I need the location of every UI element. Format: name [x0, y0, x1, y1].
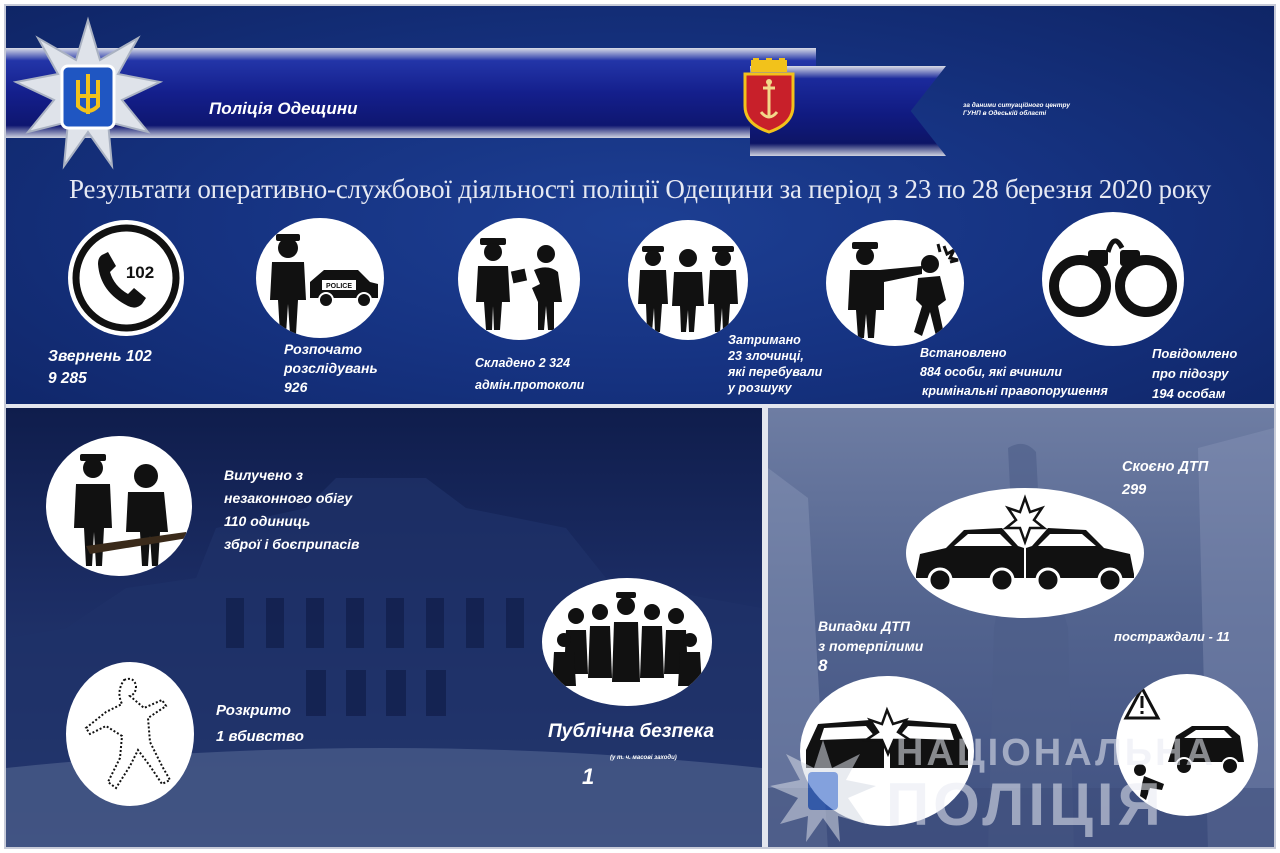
watermark-star-icon [768, 736, 878, 846]
stat-investigations: Розпочато розслідувань 926 [284, 341, 378, 395]
brand-title: Поліція Одещини [209, 99, 358, 118]
weapons-seizure-icon [46, 436, 192, 576]
stat-detained: Затримано 23 злочинці, які перебували у розшуку [728, 333, 823, 395]
stat-calls: Звернень 102 9 285 [48, 348, 152, 387]
national-police-watermark [768, 726, 1274, 849]
stat-murder: Розкрито 1 вбивство [216, 702, 304, 745]
stat-identified: Встановлено 884 особи, які вчинили кримінальні правопорушення [920, 346, 1108, 398]
bottom-right-panel [768, 408, 1274, 849]
page-title: Результати оперативно-службової діяльності поліції Одещини за період з 23 по 28 березня 2020 року [69, 174, 1211, 204]
car-collision-icon [906, 488, 1144, 618]
watermark-line1: НАЦІОНАЛЬНА [896, 732, 1216, 774]
detained-icon [628, 220, 748, 340]
phone-102-icon [68, 220, 184, 336]
stat-injured: постраждали - 11 [1114, 629, 1230, 644]
protocol-icon [458, 218, 580, 340]
stat-weapons: Вилучено з незаконного обігу 110 одиниць зброї і боєприпасів [224, 467, 360, 552]
public-safety-crowd-icon [542, 578, 712, 706]
handcuffs-icon [1042, 212, 1184, 346]
infographic-frame [4, 4, 1276, 849]
stat-protocols: Складено 2 324 адмін.протоколи [475, 356, 585, 392]
police-star-badge [8, 16, 168, 176]
stat-public-safety-label: Публічна безпека [548, 721, 715, 742]
stat-accidents: Скоєно ДТП 299 [1122, 459, 1209, 498]
body-outline-icon [66, 662, 194, 806]
stat-public-safety-note: (у т. ч. масові заходи) [610, 755, 677, 761]
data-source-note: за даними ситуаційного центру ГУНП в Одеській області [963, 102, 1070, 117]
policeman-car-icon [256, 218, 384, 338]
stat-injury-accidents: Випадки ДТП з потерпілими 8 [818, 618, 924, 675]
bottom-left-panel [6, 408, 762, 849]
stat-public-safety-value: 1 [582, 764, 595, 789]
watermark-line2: ПОЛІЦІЯ [886, 771, 1165, 838]
stat-suspicion: Повідомлено про підозру 194 особам [1152, 346, 1238, 401]
identified-offenders-icon [826, 220, 964, 346]
odesa-emblem [741, 58, 797, 134]
police-car-label: POLICE [325, 283, 353, 290]
phone-102-badge: 102 [125, 263, 155, 282]
